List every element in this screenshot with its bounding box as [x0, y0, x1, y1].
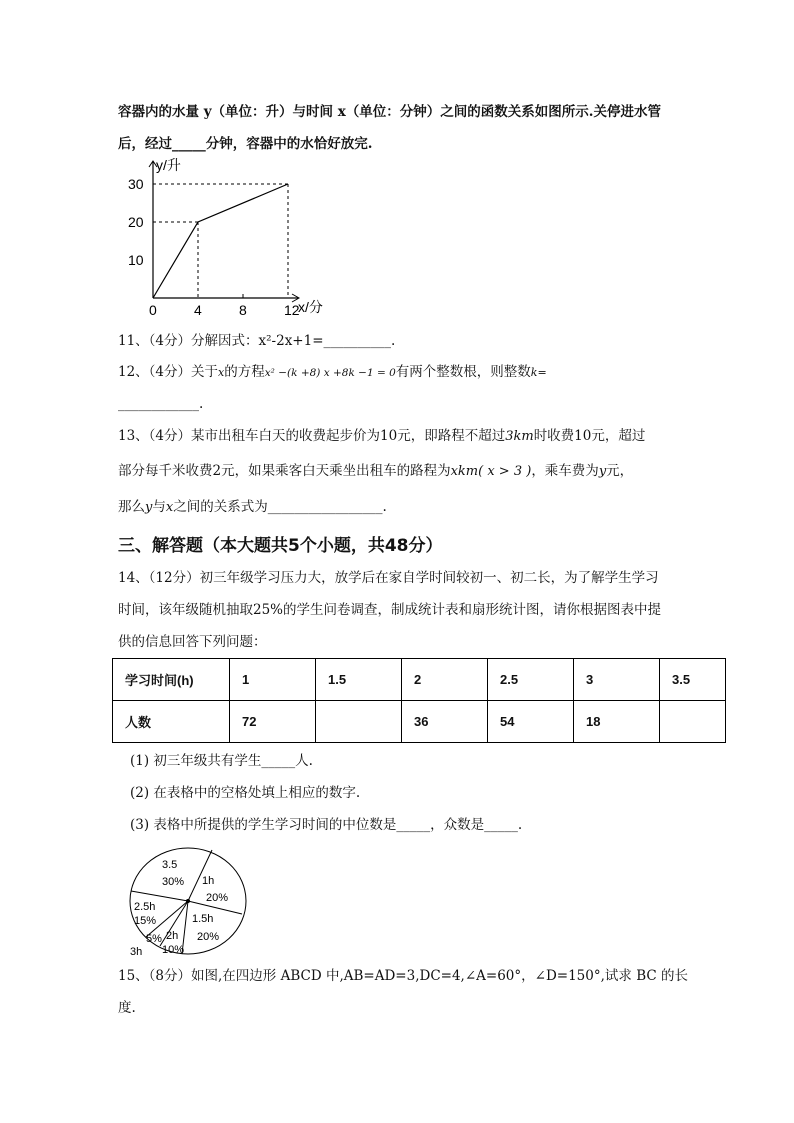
q15-line-1: 15、（8分）如图,在四边形 ABCD 中,AB=AD=3,DC=4,∠A=60°，∠D=150°,试求 BC 的长	[118, 968, 688, 984]
q13-line-1	[118, 426, 645, 447]
q13-var-y: y	[598, 464, 607, 479]
table-cell	[316, 701, 402, 743]
q13-part8: 之间的关系式为_________________.	[173, 499, 387, 515]
q12-blank: ____________.	[118, 396, 204, 412]
y-axis-label: y/升	[156, 157, 181, 173]
pie-pct-1.5h: 20%	[197, 931, 220, 943]
q15-line-2: 度.	[118, 1000, 136, 1016]
data-line	[153, 184, 288, 298]
table-cell: 学习时间(h)	[113, 659, 230, 701]
pie-label-1.5h: 1.5h	[192, 913, 214, 925]
table-cell: 3.5	[660, 659, 726, 701]
pie-label-2h: 2h	[166, 930, 179, 942]
q13-part6: 那么	[118, 499, 145, 515]
table-cell: 36	[402, 701, 488, 743]
pie-label-3.5: 3.5	[162, 859, 178, 871]
q11-text: 11、（4分）分解因式：x²-2x+1=__________.	[118, 333, 396, 349]
intro-line-2: 后，经过_____分钟，容器中的水恰好放完.	[118, 136, 373, 152]
table-cell: 1.5	[316, 659, 402, 701]
q12-var-k: k	[530, 366, 538, 379]
q12-eq-sign: =	[537, 366, 547, 379]
table-cell: 3	[574, 659, 660, 701]
q14-sub-3: (3) 表格中所提供的学生学习时间的中位数是_____，众数是_____.	[130, 817, 523, 833]
q14-sub-2: (2) 在表格中的空格处填上相应的数字.	[130, 785, 361, 801]
table-cell: 1	[230, 659, 316, 701]
table-cell: 人数	[113, 701, 230, 743]
q13-part7: 与	[152, 499, 166, 515]
q13-part2: 时收费10元，超过	[533, 428, 646, 444]
y-tick-label: 10	[128, 252, 144, 268]
q12-part3: 有两个整数根，则整数	[395, 364, 531, 380]
q13-part5: 元，	[606, 463, 634, 479]
x-tick-label: 12	[284, 302, 300, 318]
table-row	[113, 701, 726, 743]
x-tick-label: 0	[149, 302, 157, 318]
pie-label-2.5h: 2.5h	[134, 901, 156, 913]
q13-var-y2: y	[145, 500, 153, 515]
pie-divider	[131, 891, 188, 901]
study-time-pie-chart	[122, 842, 252, 962]
q12-part2: 的方程	[224, 364, 265, 380]
q13-km3: 3km	[505, 429, 534, 444]
q13-cond: ( x > 3 )	[478, 464, 532, 479]
table-cell: 72	[230, 701, 316, 743]
q14-sub-1: (1) 初三年级共有学生_____人.	[130, 753, 313, 769]
table-cell: 18	[574, 701, 660, 743]
table-cell: 2	[402, 659, 488, 701]
q13-var-x: x	[165, 500, 174, 515]
question-11	[118, 331, 395, 351]
q12-var-x: x	[218, 366, 225, 379]
question-12	[118, 362, 547, 383]
y-tick-label: 20	[128, 214, 144, 230]
table-row	[113, 659, 726, 701]
pie-pct-3.5: 30%	[162, 876, 185, 888]
q13-line-2	[118, 461, 633, 482]
q14-line-1: 14、（12分）初三年级学习压力大，放学后在家自学时间较初一、初二长，为了解学生学习	[118, 570, 659, 586]
q13-part4: ，乘车费为	[531, 463, 599, 479]
pie-pct-3h: 5%	[146, 933, 162, 945]
pie-center-dot	[186, 899, 190, 903]
q13-part3: 部分每千米收费2元，如果乘客白天乘坐出租车的路程为	[118, 463, 451, 479]
x-axis-label: x/分	[298, 299, 323, 315]
x-tick-label: 8	[239, 302, 247, 318]
q13-part1: 13、（4分）某市出租车白天的收费起步价为10元，即路程不超过	[118, 428, 506, 444]
study-time-table	[112, 658, 726, 743]
table-cell	[660, 701, 726, 743]
pie-label-1h: 1h	[202, 875, 215, 887]
pie-pct-1h: 20%	[206, 892, 229, 904]
intro-line-1: 容器内的水量 y（单位：升）与时间 x（单位：分钟）之间的函数关系如图所示.关停进水管	[118, 104, 661, 120]
table-cell: 2.5	[488, 659, 574, 701]
x-tick-label: 4	[194, 302, 202, 318]
y-tick-label: 30	[128, 176, 144, 192]
pie-pct-2h: 10%	[162, 944, 185, 956]
section-3-title: 三、解答题（本大题共5个小题，共48分）	[118, 536, 443, 556]
water-volume-graph	[118, 156, 348, 321]
q13-xkm: xkm	[450, 464, 479, 479]
q13-line-3	[118, 497, 387, 518]
table-cell: 54	[488, 701, 574, 743]
pie-pct-2.5h: 15%	[134, 915, 157, 927]
q14-line-2: 时间，该年级随机抽取25%的学生问卷调查，制成统计表和扇形统计图，请你根据图表中提	[118, 602, 662, 618]
q14-line-3: 供的信息回答下列问题：	[118, 634, 267, 650]
q12-part1: 12、（4分）关于	[118, 364, 219, 380]
q12-equation: x² −(k +8) x +8k −1 = 0	[264, 367, 396, 379]
pie-label-3h: 3h	[130, 946, 143, 958]
